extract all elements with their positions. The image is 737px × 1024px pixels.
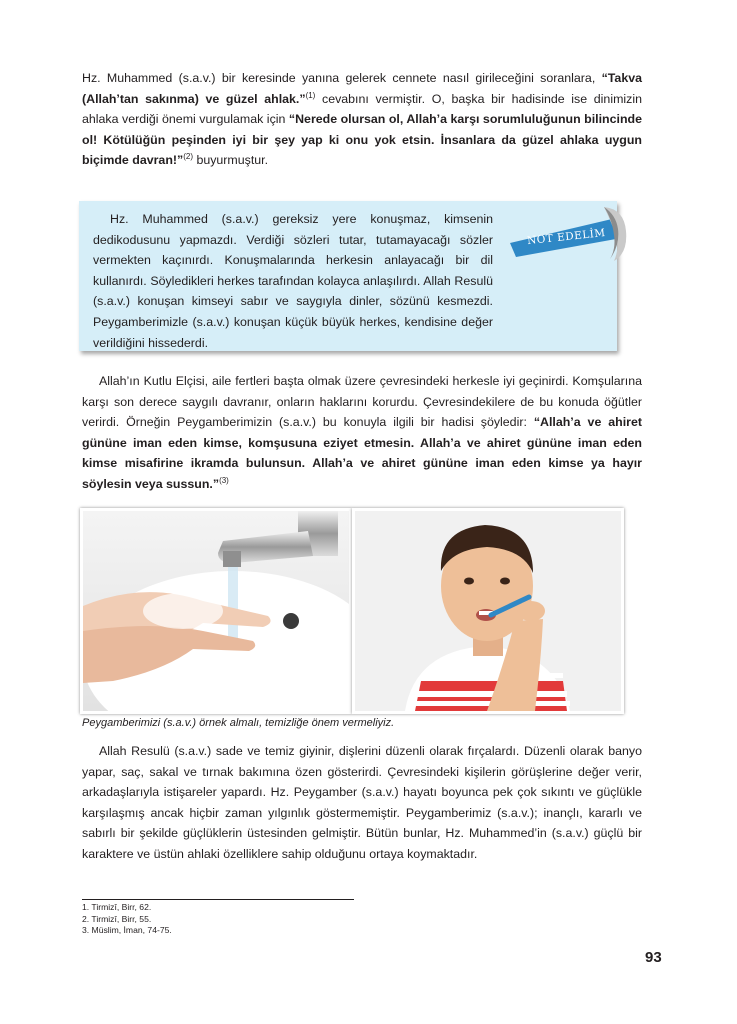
intro-paragraph: Hz. Muhammed (s.a.v.) bir keresinde yanına gelerek cennete nasıl girileceğini soranlara, “Takva (Allah’tan sakınma) ve güzel ahlak.”$^{(1)}$ cevabını vermiştir. O, başka bir hadisinde ise dinimizin ahlaka verdiği önemi vurgulamak için “Nerede olursan ol, Allah’a karşı sorumluluğunun bilincinde ol! Kötülüğün peşinden iyi bir şey yap ki onu yok etsin. İnsanlara da güzel ahlaka uygun biçimde davran!”$^{(2)}$ buyurmuştur. (82, 71, 642, 168)
cleanliness-paragraph: Allah Resulü (s.a.v.) sade ve temiz giyinir, dişlerini düzenli olarak fırçalardı. Düzenli olarak banyo yapar, saç, sakal ve tırnak bakımına özen gösterirdi. Çevresindeki kişilerin görüşlerine değer verir, arkadaşlarıyla istişareler yapardı. Hz. Peygamber (s.a.v.) hayatı boyunca pek çok sıkıntı ve güçlükle karşılaşmış ancak hiçbir zaman yılgınlık göstermemiştir. Peygamberimiz (s.a.v.); inançlı, kararlı ve sabırlı bir şekilde güçlüklerin üstesinden gelmiştir. Bütün bunlar, Hz. Muhammed’in (s.a.v.) güçlü bir karaktere ve üstün ahlaki özelliklere sahip olduğunu ortaya koymaktadır. (82, 744, 642, 861)
note-tag-label: NOT EDELİM (526, 226, 607, 248)
footnote-ref-2: (2) (183, 152, 193, 162)
handwashing-photo (80, 508, 352, 714)
hadith-quote-3: “Allah’a ve ahiret gününe iman eden kimse, komşusuna eziyet etmesin. Allah’a ve ahiret gününe iman eden kimse misafirine ikramda bulunsun. Allah’a ve ahiret gününe iman eden kimse ya hayır söylesin veya sussun.” (82, 415, 642, 491)
footnote-ref-1: (1) (305, 90, 316, 100)
hadith-quote-2: “Nerede olursan ol, Allah’a karşı sorumluluğunun bilincinde ol! Kötülüğün peşinden iyi bir şey yap ki onu yok etsin. İnsanlara da güzel ahlaka uygun biçimde davran!” (82, 112, 642, 168)
page-number: 93 (645, 949, 662, 966)
photo-caption: Peygamberimizi (s.a.v.) örnek almalı, temizliğe önem vermeliyiz. (82, 717, 395, 729)
footnote-ref-3: (3) (219, 475, 229, 485)
hadith-quote-1: “Takva (Allah’tan sakınma) ve güzel ahlak.” (82, 71, 642, 106)
footnotes (82, 902, 172, 937)
toothbrushing-boy-photo (352, 508, 624, 714)
note-text: Hz. Muhammed (s.a.v.) gereksiz yere konuşmaz, kimsenin dedikodusunu yapmazdı. Verdiği sözleri tutar, tutamayacağı sözler vermekten kaçınırdı. Konuşmalarında herkesin anlayacağı bir dil kullanırdı. Söyledikleri herkes tarafından kolayca anlaşılırdı. Allah Resulü (s.a.v.) konuşan kimseyi sabır ve saygıyla dinler, sözünü kesmezdi. Peygamberimizle (s.a.v.) konuşan küçük büyük herkes, kendisine değer verildiğini hissederdi. (93, 212, 493, 350)
footnote-2: 2. Tirmizî, Birr, 55. (82, 913, 152, 924)
footnote-1: 1. Tirmizî, Birr, 62. (82, 902, 152, 912)
footnote-divider (82, 899, 354, 900)
footnote-3: 3. Müslim, İman, 74-75. (82, 925, 172, 936)
neighbors-paragraph: Allah’ın Kutlu Elçisi, aile fertleri başta olmak üzere çevresindeki herkesle iyi geçinirdi. Komşularına karşı son derece saygılı davranır, onların haklarını korurdu. Çevresindekilere de bu konuda öğütler verirdi. Örneğin Peygamberimizin (s.a.v.) bu konuyla ilgili bir hadisi şöyledir: “Allah’a ve ahiret gününe iman eden kimse, komşusuna eziyet etmesin. Allah’a ve ahiret gününe iman eden kimse misafirine ikramda bulunsun. Allah’a ve ahiret gününe iman eden kimse ya hayır söylesin veya sussun.”$^{(3)}$ (82, 374, 642, 491)
